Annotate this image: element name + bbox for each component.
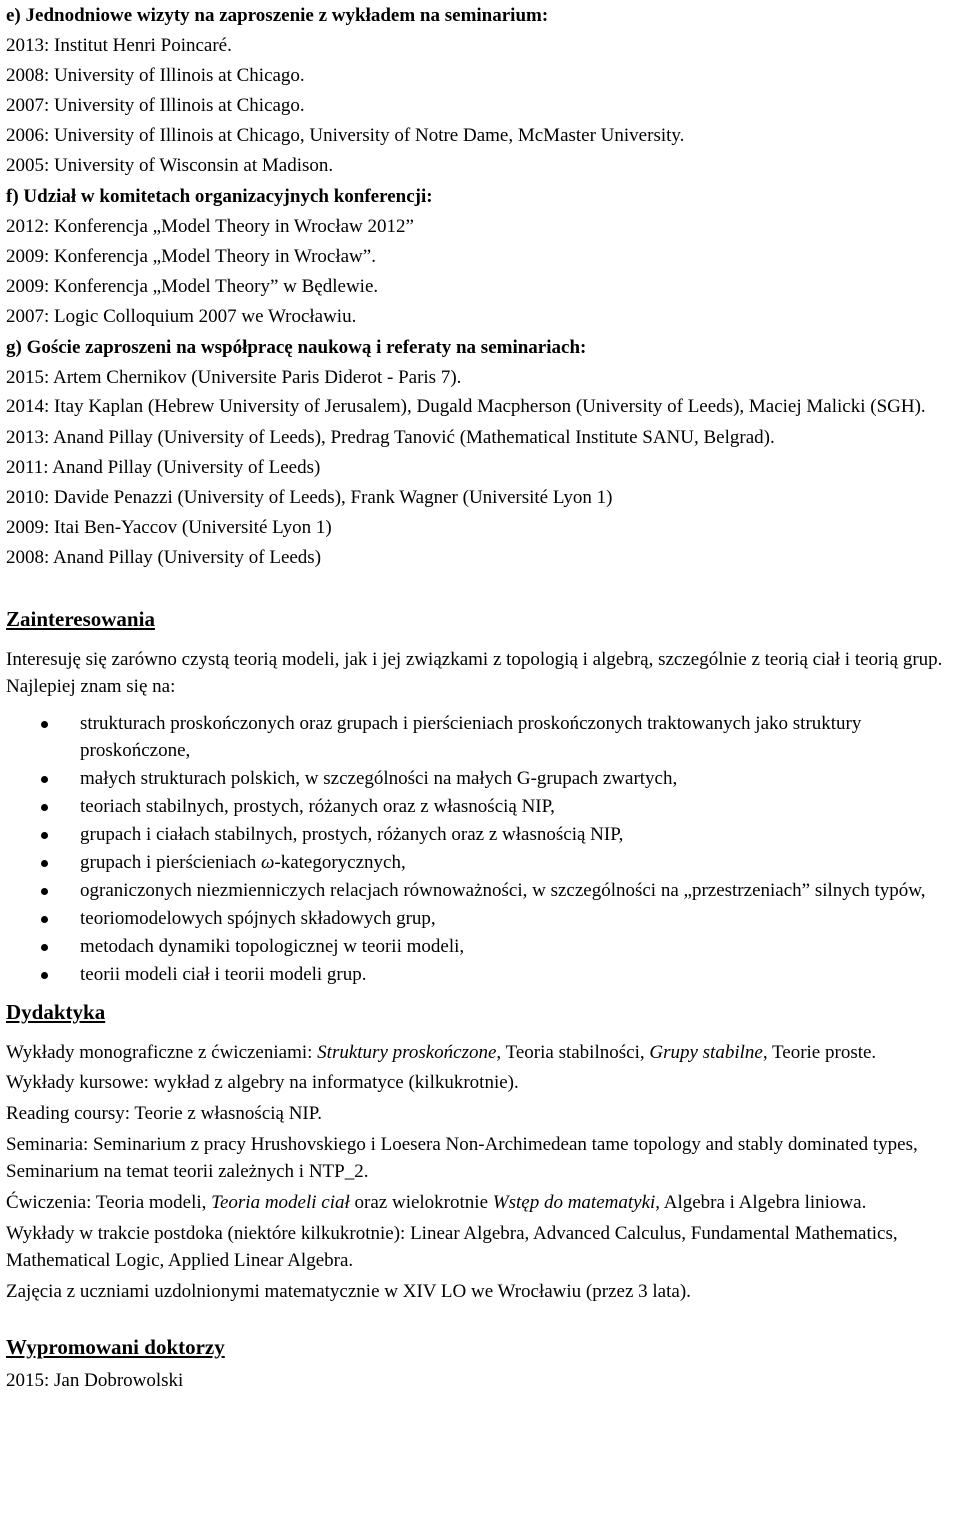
entry-year: 2013 bbox=[6, 35, 44, 56]
didactics-course: Wykłady kursowe: wykład z algebry na informatyce (kilkukrotnie). bbox=[6, 1072, 519, 1093]
didactics-exercises-i1: Teoria modeli ciał bbox=[211, 1192, 350, 1213]
entry-text: : Anand Pillay (University of Leeds) bbox=[43, 457, 321, 478]
didactics-school: Zajęcia z uczniami uzdolnionymi matematycznie w XIV LO we Wrocławiu (przez 3 lata). bbox=[6, 1281, 691, 1302]
seminars-entry bbox=[6, 151, 954, 181]
interest-item bbox=[6, 877, 954, 904]
didactics-reading: Reading coursy: Teorie z własnością NIP. bbox=[6, 1103, 322, 1124]
didactics-monographic-a: Wykłady monograficzne z ćwiczeniami: bbox=[6, 1042, 318, 1063]
guests-entry bbox=[6, 513, 954, 543]
interest-item bbox=[6, 793, 954, 820]
didactics-monographic-i2: Grupy stabilne bbox=[649, 1042, 763, 1063]
interests-title: Zainteresowania bbox=[6, 607, 155, 631]
entry-text: : Artem Chernikov (Universite Paris Diderot - Paris 7). bbox=[44, 367, 462, 388]
didactics-monographic-i1: Struktury proskończone bbox=[317, 1042, 497, 1063]
bullet-icon bbox=[41, 944, 48, 951]
entry-text: : Konferencja „Model Theory in Wrocław”. bbox=[44, 246, 376, 267]
doctors-list bbox=[6, 1366, 954, 1396]
entry-year: 2005 bbox=[6, 155, 44, 176]
guests-entry bbox=[6, 453, 954, 483]
interest-text: teorii modeli ciał i teorii modeli grup. bbox=[80, 964, 367, 985]
guests-list bbox=[6, 363, 954, 573]
didactics-exercises bbox=[6, 1189, 954, 1216]
interest-text: grupach i ciałach stabilnych, prostych, różanych oraz z własnością NIP, bbox=[80, 824, 624, 845]
seminars-heading: e) Jednodniowe wizyty na zaproszenie z wykładem na seminarium: bbox=[6, 5, 549, 26]
committees-list bbox=[6, 212, 954, 332]
entry-year: 2012 bbox=[6, 216, 44, 237]
entry-year: 2008 bbox=[6, 547, 44, 568]
bullet-icon bbox=[41, 776, 48, 783]
didactics-title: Dydaktyka bbox=[6, 1000, 106, 1024]
interests-list bbox=[6, 710, 954, 988]
entry-year: 2010 bbox=[6, 487, 44, 508]
entry-text: : Konferencja „Model Theory in Wrocław 2012” bbox=[44, 216, 414, 237]
didactics-section bbox=[6, 1000, 954, 1305]
entry-year: 2007 bbox=[6, 306, 44, 327]
entry-year: 2013 bbox=[6, 427, 44, 448]
interest-text: metodach dynamiki topologicznej w teorii modeli, bbox=[80, 936, 465, 957]
committees-entry bbox=[6, 272, 954, 302]
interest-text: grupach i pierścieniach bbox=[80, 852, 261, 873]
entry-year: 2015 bbox=[6, 367, 44, 388]
guests-entry bbox=[6, 363, 954, 393]
interest-text: małych strukturach polskich, w szczególności na małych G-grupach zwartych, bbox=[80, 768, 678, 789]
entry-text: : Davide Penazzi (University of Leeds), Frank Wagner (Université Lyon 1) bbox=[44, 487, 613, 508]
entry-text: : Logic Colloquium 2007 we Wrocławiu. bbox=[44, 306, 357, 327]
entry-text: : Jan Dobrowolski bbox=[44, 1370, 184, 1391]
didactics-exercises-i2: Wstęp do matematyki bbox=[492, 1192, 656, 1213]
didactics-exercises-a: Ćwiczenia: Teoria modeli, bbox=[6, 1192, 212, 1213]
didactics-monographic bbox=[6, 1039, 954, 1066]
entry-year: 2014 bbox=[6, 396, 44, 417]
didactics-monographic-b: , Teoria stabilności, bbox=[496, 1042, 650, 1063]
bullet-icon bbox=[41, 972, 48, 979]
seminars-entry bbox=[6, 61, 954, 91]
interest-italic: ω bbox=[260, 852, 275, 873]
seminars-list bbox=[6, 31, 954, 181]
bullet-icon bbox=[41, 916, 48, 923]
entry-year: 2008 bbox=[6, 65, 44, 86]
didactics-postdoc: Wykłady w trakcie postdoka (niektóre kilkukrotnie): Linear Algebra, Advanced Calculus, Fundamental Mathematics, Mathematical Logic, Applied Linear Algebra. bbox=[6, 1223, 898, 1271]
bullet-icon bbox=[41, 832, 48, 839]
seminars-entry bbox=[6, 91, 954, 121]
entry-text: : Institut Henri Poincaré. bbox=[44, 35, 232, 56]
didactics-seminars: Seminaria: Seminarium z pracy Hrushovskiego i Loesera Non-Archimedean tame topology and stably dominated types, Seminarium na temat teorii zależnych i NTP_2. bbox=[6, 1134, 918, 1182]
seminars-entry bbox=[6, 31, 954, 61]
committees-entry bbox=[6, 302, 954, 332]
didactics-exercises-c: , Algebra i Algebra liniowa. bbox=[655, 1192, 867, 1213]
interest-item bbox=[6, 905, 954, 932]
interest-text-after: -kategorycznych, bbox=[274, 852, 406, 873]
entry-text: : University of Illinois at Chicago. bbox=[44, 95, 305, 116]
committees-entry bbox=[6, 212, 954, 242]
entry-year: 2009 bbox=[6, 517, 44, 538]
bullet-icon bbox=[41, 804, 48, 811]
interest-item bbox=[6, 821, 954, 848]
guests-entry bbox=[6, 423, 954, 453]
guests-entry bbox=[6, 483, 954, 513]
interest-item bbox=[6, 933, 954, 960]
guests-section bbox=[6, 332, 954, 573]
committees-heading: f) Udział w komitetach organizacyjnych konferencji: bbox=[6, 186, 433, 207]
interest-text: teoriach stabilnych, prostych, różanych oraz z własnością NIP, bbox=[80, 796, 555, 817]
interests-section bbox=[6, 607, 954, 988]
entry-text: : Itay Kaplan (Hebrew University of Jerusalem), Dugald Macpherson (University of Leeds), Maciej Malicki (SGH). bbox=[44, 396, 926, 417]
entry-year: 2007 bbox=[6, 95, 44, 116]
entry-year: 2006 bbox=[6, 125, 44, 146]
didactics-monographic-c: , Teorie proste. bbox=[762, 1042, 877, 1063]
doctors-entry bbox=[6, 1366, 954, 1396]
bullet-icon bbox=[41, 860, 48, 867]
didactics-exercises-b: oraz wielokrotnie bbox=[349, 1192, 493, 1213]
interest-item bbox=[6, 710, 954, 764]
entry-text: : Konferencja „Model Theory” w Będlewie. bbox=[44, 276, 379, 297]
bullet-icon bbox=[41, 888, 48, 895]
interest-text: teoriomodelowych spójnych składowych grup, bbox=[80, 908, 436, 929]
entry-year: 2015 bbox=[6, 1370, 44, 1391]
guests-entry bbox=[6, 393, 954, 420]
entry-text: : Anand Pillay (University of Leeds), Predrag Tanović (Mathematical Institute SANU, Belgrad). bbox=[44, 427, 775, 448]
entry-text: : University of Wisconsin at Madison. bbox=[44, 155, 334, 176]
interest-item bbox=[6, 961, 954, 988]
entry-year: 2011 bbox=[6, 457, 44, 478]
entry-text: : Anand Pillay (University of Leeds) bbox=[44, 547, 322, 568]
guests-heading: g) Goście zaproszeni na współpracę naukową i referaty na seminariach: bbox=[6, 337, 587, 358]
entry-text: : Itai Ben-Yaccov (Université Lyon 1) bbox=[44, 517, 332, 538]
entry-text: : University of Illinois at Chicago, University of Notre Dame, McMaster University. bbox=[44, 125, 685, 146]
entry-text: : University of Illinois at Chicago. bbox=[44, 65, 305, 86]
committees-entry bbox=[6, 242, 954, 272]
committees-section bbox=[6, 181, 954, 332]
seminars-section bbox=[6, 0, 954, 181]
interests-intro: Interesuję się zarówno czystą teorią modeli, jak i jej związkami z topologią i algebrą, szczególnie z teorią ciał i teorią grup. Najlepiej znam się na: bbox=[6, 649, 943, 697]
doctors-title: Wypromowani doktorzy bbox=[6, 1335, 225, 1359]
interest-text: strukturach proskończonych oraz grupach i pierścieniach proskończonych traktowanych jako struktury proskończone, bbox=[80, 713, 862, 761]
guests-entry bbox=[6, 543, 954, 573]
entry-year: 2009 bbox=[6, 246, 44, 267]
interest-item bbox=[6, 765, 954, 792]
interest-text: ograniczonych niezmienniczych relacjach równoważności, w szczególności na „przestrzeniach” silnych typów, bbox=[80, 880, 926, 901]
entry-year: 2009 bbox=[6, 276, 44, 297]
seminars-entry bbox=[6, 121, 954, 151]
interest-item bbox=[6, 849, 954, 876]
doctors-section bbox=[6, 1335, 954, 1396]
bullet-icon bbox=[41, 721, 48, 728]
